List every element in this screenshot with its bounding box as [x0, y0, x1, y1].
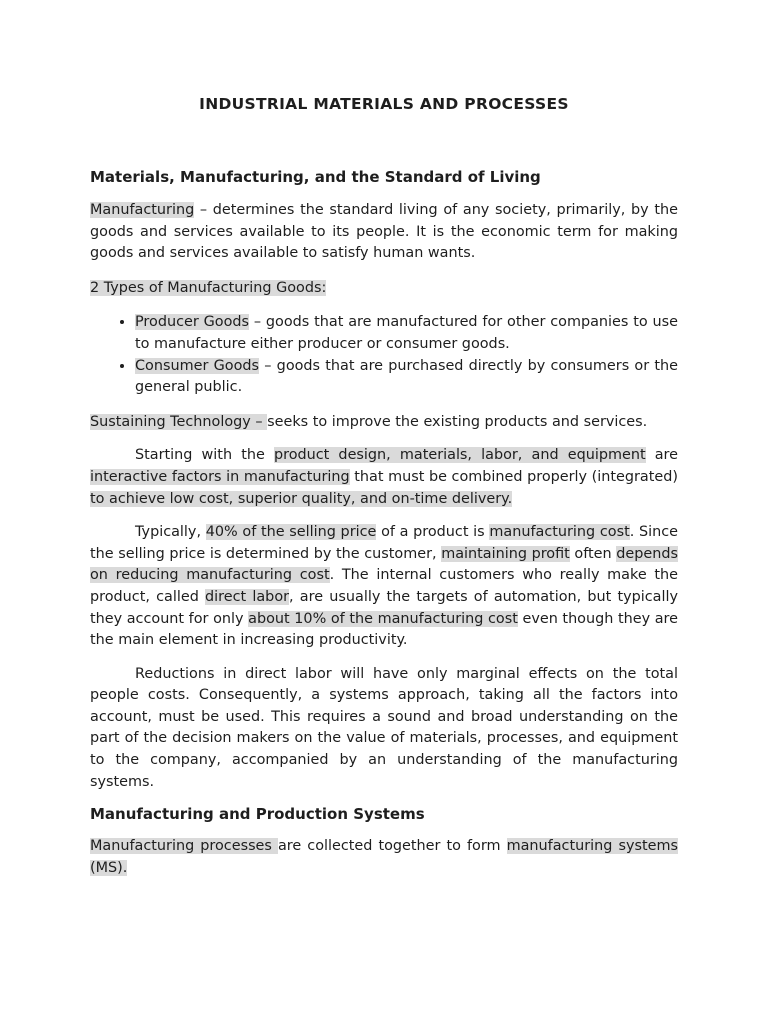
highlight-term: Manufacturing	[90, 202, 195, 218]
document-title: INDUSTRIAL MATERIALS AND PROCESSES	[199, 95, 569, 113]
text-run: of a product is	[376, 524, 490, 541]
types-list	[90, 312, 678, 398]
section-heading-materials: Materials, Manufacturing, and the Standard of Living	[90, 168, 541, 186]
text-run: often	[569, 545, 617, 562]
highlight-run: interactive factors in manufacturing	[90, 468, 350, 485]
highlight-term: Sustaining Technology –	[90, 413, 268, 430]
highlight-types-heading: 2 Types of Manufacturing Goods:	[90, 279, 327, 296]
highlight-run: to achieve low cost, superior quality, and on-time delivery.	[90, 490, 513, 507]
reductions-paragraph: Reductions in direct labor will have only marginal effects on the total people costs. Consequently, a systems approach, taking all the factors into account, must be used. This requires a sound and broad understanding on the part of the decision makers on the value of materials, processes, and equipment to the company, accompanied by an understanding of the manufacturing systems.	[90, 665, 678, 790]
text-run: Starting with the	[135, 447, 274, 464]
text-run: Typically,	[135, 524, 206, 541]
section-heading-production-systems: Manufacturing and Production Systems	[90, 805, 425, 824]
manufacturing-systems-paragraph	[90, 836, 678, 879]
text-run: . Since the selling price is determined by the customer,	[90, 524, 679, 562]
list-item-consumer-goods	[135, 356, 678, 399]
text-run: even though they are the main element in increasing productivity.	[90, 610, 678, 649]
sustaining-technology-paragraph	[90, 412, 678, 434]
highlight-run: direct labor	[205, 588, 290, 605]
list-item-text: – goods that are manufactured for other companies to use to manufacture either producer or consumer goods.	[135, 314, 678, 352]
highlight-term: Producer Goods	[135, 314, 250, 331]
list-item-producer-goods	[135, 312, 678, 355]
highlight-run: manufacturing systems (MS).	[90, 838, 678, 876]
text-run: . The internal customers who really make the product, called	[90, 567, 679, 605]
list-item-text: – goods that are purchased directly by consumers or the general public.	[135, 357, 678, 396]
highlight-run: product design, materials, labor, and equipment	[273, 447, 646, 464]
highlight-run: 40% of the selling price	[205, 524, 377, 541]
paragraph-text: seeks to improve the existing products and services.	[267, 413, 648, 430]
highlight-run: Manufacturing processes	[90, 838, 278, 855]
text-run: that must be combined properly (integrated)	[349, 468, 678, 485]
manufacturing-definition	[90, 200, 678, 265]
text-run: are collected together to form	[277, 838, 507, 855]
typically-paragraph	[90, 522, 678, 652]
highlight-run: depends on reducing manufacturing cost	[90, 545, 678, 584]
text-run: , are usually the targets of automation, but typically they account for only	[90, 588, 679, 627]
highlight-run: about 10% of the manufacturing cost	[248, 610, 518, 627]
types-heading	[90, 278, 678, 300]
highlight-run: manufacturing cost	[489, 524, 630, 541]
highlight-run: maintaining profit	[441, 545, 570, 562]
definition-text: – determines the standard living of any society, primarily, by the goods and services available to its people. It is the economic term for making goods and services available to satisfy human wants.	[90, 202, 678, 262]
starting-paragraph	[90, 445, 678, 510]
highlight-term: Consumer Goods	[135, 357, 260, 374]
text-run: are	[645, 447, 678, 464]
